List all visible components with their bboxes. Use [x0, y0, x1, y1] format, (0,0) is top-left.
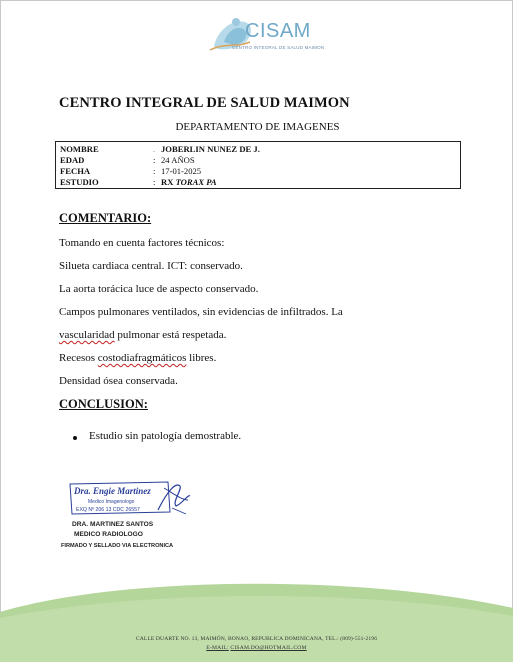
institution-title: CENTRO INTEGRAL DE SALUD MAIMON [59, 95, 350, 111]
study-value [161, 177, 217, 187]
footer-email-line: E-MAIL: CISAM.DO@HOTMAIL.COM [206, 645, 307, 651]
study-value-italic: TORAX PA [175, 177, 217, 187]
svg-text:Dra. Engie Martinez: Dra. Engie Martinez [74, 486, 151, 496]
logo-subtitle: CENTRO INTEGRAL DE SALUD MAIMON [232, 45, 325, 50]
signer-title: MEDICO RADIOLOGO [74, 531, 143, 538]
footer-address: CALLE DUARTE NO. 13, MAIMÓN, BONAO, REPUBLICA DOMINICANA, TEL.: (809)-551-2196 [135, 636, 378, 642]
date-colon: : [153, 166, 156, 176]
signature-stamp-icon [64, 480, 192, 516]
footer-email[interactable]: CISAM.DO@HOTMAIL.COM [230, 645, 307, 651]
date-label: FECHA [60, 166, 91, 176]
comment-line-2: Silueta cardiaca central. ICT: conservado. [59, 260, 243, 272]
comment-line-5: vascularidad pulmonar está respetada. [59, 329, 227, 341]
signature-note: FIRMADO Y SELLADO VIA ELECTRONICA [61, 543, 174, 549]
name-label: NOMBRE [60, 144, 99, 154]
date-value: 17-01-2025 [161, 166, 202, 176]
department-title: DEPARTAMENTO DE IMAGENES [175, 121, 340, 133]
name-value: JOBERLIN NUNEZ DE J. [161, 144, 260, 154]
comment-heading: COMENTARIO: [59, 211, 152, 225]
comment-line-4: Campos pulmonares ventilados, sin evidencias de infiltrados. La [59, 306, 343, 318]
bullet-icon [73, 436, 77, 440]
study-colon: : [153, 177, 156, 187]
patient-info-box [55, 141, 461, 189]
study-value-prefix: RX [161, 177, 174, 187]
name-colon: . [153, 144, 156, 154]
comment-line-1: Tomando en cuenta factores técnicos: [59, 237, 225, 249]
comment-line-7: Densidad ósea conservada. [59, 375, 178, 387]
age-value: 24 AÑOS [161, 155, 195, 165]
spellcheck-word-costodiafragmaticos: costodiafragmáticos [97, 352, 187, 364]
comment-line-6: Recesos costodiafragmáticos libres. [59, 352, 217, 364]
study-label: ESTUDIO [60, 177, 99, 187]
spellcheck-word-vascularidad: vascularidad [59, 329, 115, 341]
age-colon: : [153, 155, 156, 165]
conclusion-item: Estudio sin patología demostrable. [89, 430, 242, 442]
comment-line-3: La aorta torácica luce de aspecto conservado. [59, 283, 259, 295]
signer-name: DRA. MARTINEZ SANTOS [72, 521, 154, 528]
svg-text:EXQ Nº 206 13 CDC 26557: EXQ Nº 206 13 CDC 26557 [76, 507, 140, 513]
conclusion-heading: CONCLUSION: [59, 397, 148, 411]
logo-text: CISAM [245, 20, 311, 42]
age-label: EDAD [60, 155, 85, 165]
svg-text:Medico Imagenologo: Medico Imagenologo [88, 499, 135, 505]
